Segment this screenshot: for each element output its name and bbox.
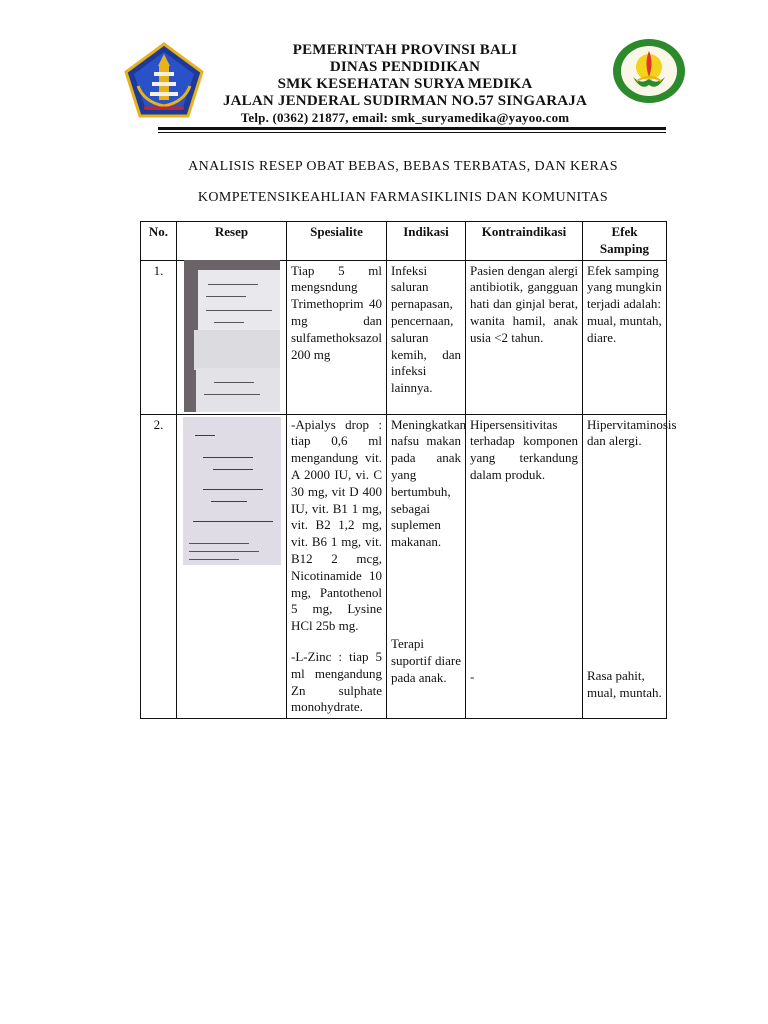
prescription-analysis-table — [140, 221, 677, 719]
indikasi-l-zinc: Terapi suportif diare pada anak. — [391, 635, 461, 685]
header-line-department: DINAS PENDIDIKAN — [329, 59, 481, 75]
letterhead-rule-thick — [158, 127, 666, 130]
column-header-resep: Resep — [177, 222, 287, 261]
kontraindikasi-l-zinc: - — [470, 668, 475, 684]
cell-no: 1. — [141, 260, 177, 414]
efek-l-zinc: Rasa pahit, mual, muntah. — [587, 668, 662, 700]
spesialite-apialys: -Apialys drop : tiap 0,6 ml mengandung vit. A 2000 IU, vi. C 30 mg, vit D 400 IU, vit. B1 1 mg, vit. B2 1,2 mg, vit. B6 1 mg, vit. B12 2 mcg, Nicotinamide 10 mg, Pantothenol 5 mg, Lysine HCl 25b mg. — [291, 416, 382, 634]
column-header-efek-samping: Efek Samping — [583, 222, 667, 261]
column-header-kontraindikasi: Kontraindikasi — [466, 222, 583, 261]
cell-indikasi — [387, 414, 466, 719]
cell-spesialite — [287, 414, 387, 719]
bali-province-emblem — [124, 42, 204, 118]
prescription-photo — [184, 260, 280, 412]
cell-no: 2. — [141, 414, 177, 719]
header-line-government: PEMERINTAH PROVINSI BALI — [292, 42, 518, 58]
header-line-contact: Telp. (0362) 21877, email: smk_suryamedika@yayoo.com — [240, 110, 570, 125]
document-title: ANALISIS RESEP OBAT BEBAS, BEBAS TERBATAS, DAN KERAS — [188, 159, 618, 174]
document-subtitle: KOMPETENSIKEAHLIAN FARMASIKLINIS DAN KOMUNITAS — [197, 190, 609, 205]
table-row — [141, 260, 667, 414]
cell-kontraindikasi — [466, 414, 583, 719]
table-header-row — [141, 222, 667, 261]
cell-efek-samping: Efek samping yang mungkin terjadi adalah: mual, muntah, diare. — [583, 260, 667, 414]
letterhead-rule-thin — [158, 132, 666, 133]
efek-apialys: Hipervitaminosis dan alergi. — [587, 416, 677, 449]
cell-kontraindikasi: Pasien dengan alergi antibiotik, gangguan hati dan ginjal berat, wanita hamil, anak usia <2 tahun. — [466, 260, 583, 414]
surya-medika-logo — [611, 37, 687, 105]
cell-spesialite: Tiap 5 ml mengsndung Trimethoprim 40 mg dan sulfamethoksazol 200 mg — [287, 260, 387, 414]
cell-efek-samping — [583, 414, 677, 719]
header-line-school: SMK KESEHATAN SURYA MEDIKA — [277, 76, 533, 92]
spesialite-l-zinc: -L-Zinc : tiap 5 ml mengandung Zn sulphate monohydrate. — [291, 648, 382, 715]
kontraindikasi-apialys: Hipersensitivitas terhadap komponen yang terkandung dalam produk. — [470, 416, 578, 482]
header-line-address: JALAN JENDERAL SUDIRMAN NO.57 SINGARAJA — [222, 93, 588, 109]
column-header-no: No. — [141, 222, 177, 261]
column-header-indikasi: Indikasi — [387, 222, 466, 261]
cell-indikasi: Infeksi saluran pernapasan, pencernaan, saluran kemih, dan infeksi lainnya. — [387, 260, 466, 414]
prescription-photo — [183, 417, 281, 565]
indikasi-apialys: Meningkatkan nafsu makan pada anak yang bertumbuh, sebagai suplemen makanan. — [391, 416, 467, 550]
cell-resep — [177, 414, 287, 719]
cell-resep — [177, 260, 287, 414]
column-header-spesialite: Spesialite — [287, 222, 387, 261]
letterhead — [205, 42, 605, 126]
table-row — [141, 414, 667, 719]
